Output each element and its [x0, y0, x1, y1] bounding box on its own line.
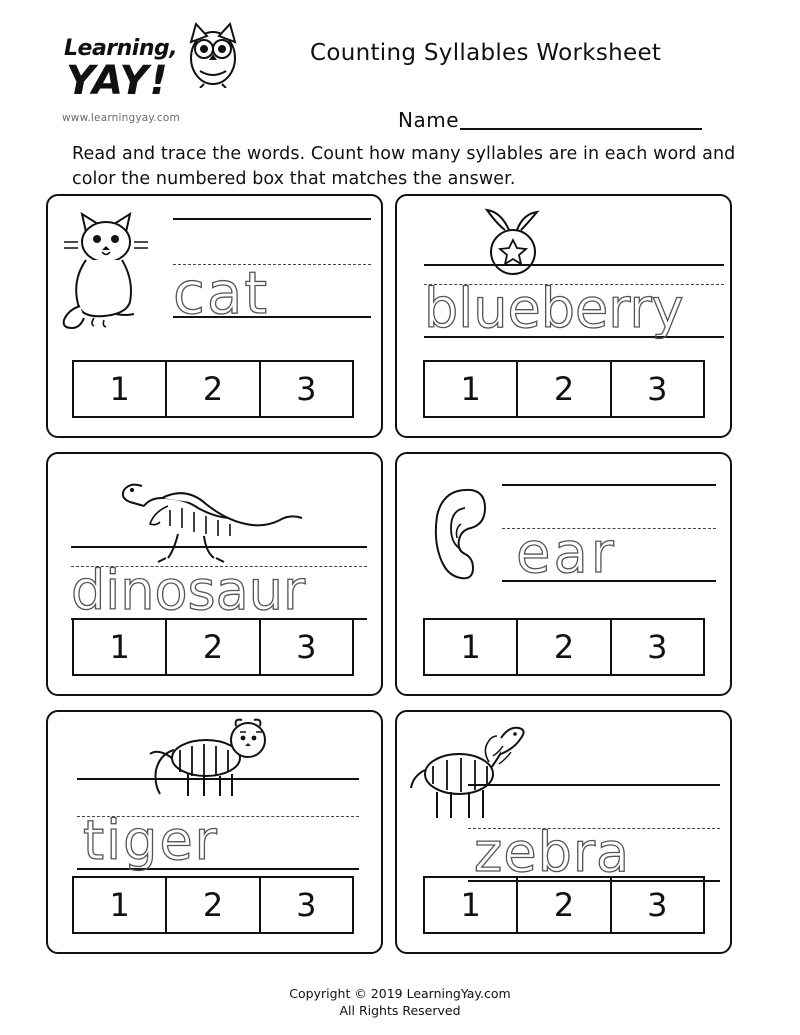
- trace-lines: [424, 218, 724, 338]
- name-input-line[interactable]: [460, 111, 702, 130]
- trace-word[interactable]: tiger: [83, 809, 219, 872]
- site-logo: [52, 14, 252, 132]
- rights-text: All Rights Reserved: [339, 1003, 461, 1018]
- cat-illustration: [56, 202, 168, 334]
- trace-lines: [502, 484, 716, 604]
- trace-word[interactable]: blueberry: [424, 277, 684, 340]
- answer-box-1[interactable]: 1: [425, 620, 518, 674]
- answer-box-2[interactable]: 2: [518, 620, 611, 674]
- copyright-text: Copyright © 2019 LearningYay.com: [289, 986, 511, 1001]
- answer-boxes: [423, 360, 705, 418]
- trace-word[interactable]: zebra: [474, 821, 631, 884]
- name-field-row: [398, 108, 702, 132]
- page-title: Counting Syllables Worksheet: [310, 40, 662, 66]
- worksheet-header: [0, 0, 800, 145]
- trace-lines: [173, 218, 371, 338]
- problem-card: [46, 452, 383, 696]
- answer-box-3[interactable]: 3: [296, 886, 317, 924]
- trace-word[interactable]: dinosaur: [71, 559, 306, 622]
- answer-box-1[interactable]: 1: [74, 620, 167, 674]
- ear-illustration: [421, 480, 501, 590]
- logo-text-yay: YAY!: [66, 58, 169, 104]
- trace-word[interactable]: cat: [173, 259, 270, 327]
- logo-text-learning: Learning,: [64, 36, 178, 61]
- problem-card: [395, 452, 732, 696]
- answer-box-3[interactable]: 3: [296, 628, 317, 666]
- answer-box-2[interactable]: 2: [167, 878, 260, 932]
- answer-box-3[interactable]: 3: [647, 886, 668, 924]
- problem-card: [46, 194, 383, 438]
- answer-box-1[interactable]: 1: [74, 878, 167, 932]
- logo-url: www.learningyay.com: [62, 112, 180, 124]
- problem-card: [395, 194, 732, 438]
- answer-box-2[interactable]: 2: [167, 362, 260, 416]
- problem-card: [395, 710, 732, 954]
- name-label: Name: [398, 108, 460, 132]
- answer-box-2[interactable]: 2: [167, 620, 260, 674]
- answer-box-3[interactable]: 3: [647, 628, 668, 666]
- answer-box-3[interactable]: 3: [296, 370, 317, 408]
- answer-box-2[interactable]: 2: [518, 362, 611, 416]
- answer-boxes: [423, 876, 705, 934]
- trace-word[interactable]: ear: [516, 521, 617, 586]
- answer-box-3[interactable]: 3: [647, 370, 668, 408]
- answer-box-1[interactable]: 1: [425, 878, 518, 932]
- answer-boxes: [72, 360, 354, 418]
- answer-box-1[interactable]: 1: [74, 362, 167, 416]
- problem-card: [46, 710, 383, 954]
- instructions-text: Read and trace the words. Count how many syllables are in each word and color the numbered box that matches the answer.: [72, 144, 736, 189]
- owl-icon: [180, 16, 246, 88]
- answer-boxes: [72, 876, 354, 934]
- answer-boxes: [423, 618, 705, 676]
- answer-box-2[interactable]: 2: [518, 878, 611, 932]
- answer-boxes: [72, 618, 354, 676]
- problems-grid: [46, 194, 754, 954]
- answer-box-1[interactable]: 1: [425, 362, 518, 416]
- page-footer: [0, 985, 800, 1019]
